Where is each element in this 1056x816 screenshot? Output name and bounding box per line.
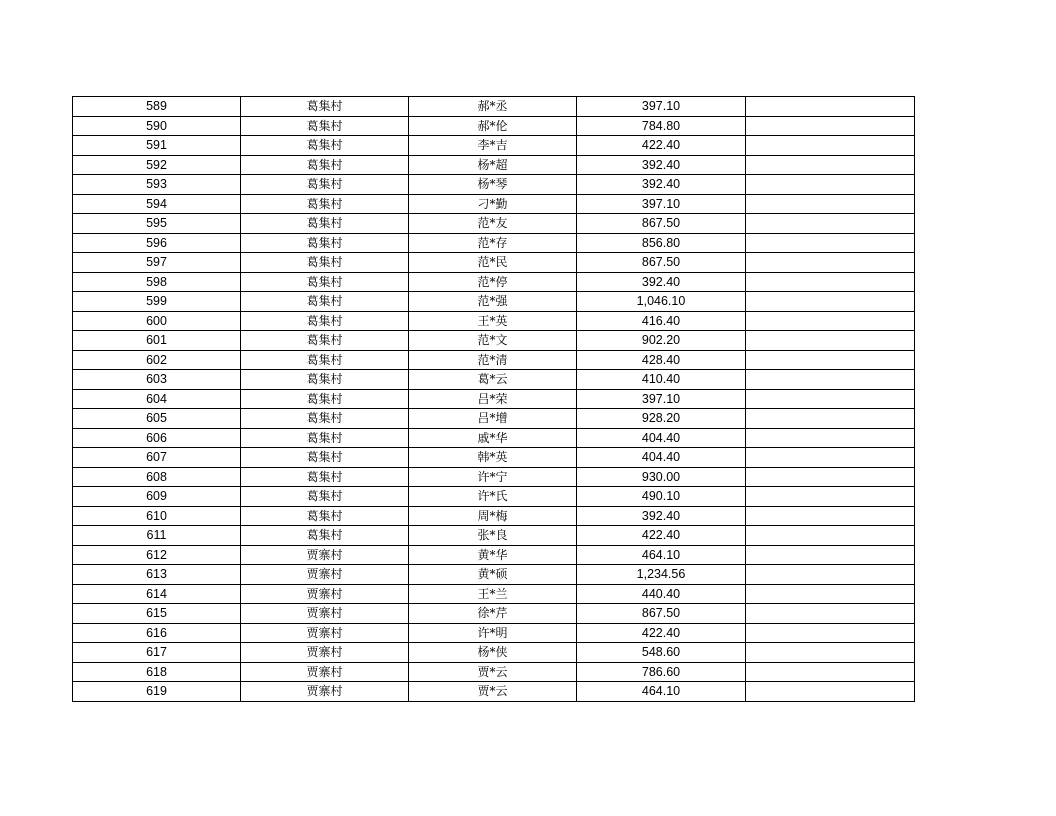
remark-cell — [746, 389, 915, 409]
village-cell: 葛集村 — [241, 311, 409, 331]
village-cell: 贾寨村 — [241, 623, 409, 643]
amount-cell: 404.40 — [577, 428, 746, 448]
table-row — [73, 565, 915, 585]
remark-cell — [746, 409, 915, 429]
person-name-cell: 范*文 — [409, 331, 577, 351]
remark-cell — [746, 175, 915, 195]
village-cell: 贾寨村 — [241, 643, 409, 663]
payment-table — [72, 96, 915, 702]
remark-cell — [746, 155, 915, 175]
amount-cell: 464.10 — [577, 682, 746, 702]
table-row — [73, 487, 915, 507]
table-row — [73, 272, 915, 292]
amount-cell: 404.40 — [577, 448, 746, 468]
table-row — [73, 526, 915, 546]
row-number-cell: 606 — [73, 428, 241, 448]
table-row — [73, 623, 915, 643]
village-cell: 葛集村 — [241, 448, 409, 468]
person-name-cell: 范*民 — [409, 253, 577, 273]
remark-cell — [746, 428, 915, 448]
village-cell: 葛集村 — [241, 389, 409, 409]
table-row — [73, 292, 915, 312]
row-number-cell: 609 — [73, 487, 241, 507]
amount-cell: 428.40 — [577, 350, 746, 370]
village-cell: 葛集村 — [241, 116, 409, 136]
row-number-cell: 617 — [73, 643, 241, 663]
village-cell: 葛集村 — [241, 292, 409, 312]
person-name-cell: 许*明 — [409, 623, 577, 643]
table-row — [73, 311, 915, 331]
village-cell: 贾寨村 — [241, 662, 409, 682]
person-name-cell: 郝*伦 — [409, 116, 577, 136]
remark-cell — [746, 604, 915, 624]
person-name-cell: 杨*超 — [409, 155, 577, 175]
amount-cell: 856.80 — [577, 233, 746, 253]
table-row — [73, 428, 915, 448]
remark-cell — [746, 194, 915, 214]
row-number-cell: 619 — [73, 682, 241, 702]
remark-cell — [746, 662, 915, 682]
village-cell: 葛集村 — [241, 467, 409, 487]
table-row — [73, 97, 915, 117]
row-number-cell: 598 — [73, 272, 241, 292]
remark-cell — [746, 253, 915, 273]
amount-cell: 786.60 — [577, 662, 746, 682]
person-name-cell: 黄*硕 — [409, 565, 577, 585]
person-name-cell: 王*兰 — [409, 584, 577, 604]
table-row — [73, 350, 915, 370]
person-name-cell: 周*梅 — [409, 506, 577, 526]
row-number-cell: 592 — [73, 155, 241, 175]
amount-cell: 392.40 — [577, 506, 746, 526]
village-cell: 葛集村 — [241, 272, 409, 292]
table-row — [73, 370, 915, 390]
amount-cell: 548.60 — [577, 643, 746, 663]
person-name-cell: 杨*侠 — [409, 643, 577, 663]
amount-cell: 464.10 — [577, 545, 746, 565]
table-row — [73, 214, 915, 234]
person-name-cell: 范*强 — [409, 292, 577, 312]
remark-cell — [746, 682, 915, 702]
person-name-cell: 贾*云 — [409, 682, 577, 702]
person-name-cell: 杨*琴 — [409, 175, 577, 195]
village-cell: 贾寨村 — [241, 545, 409, 565]
remark-cell — [746, 311, 915, 331]
row-number-cell: 590 — [73, 116, 241, 136]
person-name-cell: 戚*华 — [409, 428, 577, 448]
row-number-cell: 603 — [73, 370, 241, 390]
amount-cell: 392.40 — [577, 155, 746, 175]
remark-cell — [746, 545, 915, 565]
person-name-cell: 李*吉 — [409, 136, 577, 156]
table-row — [73, 506, 915, 526]
amount-cell: 928.20 — [577, 409, 746, 429]
table-row — [73, 662, 915, 682]
person-name-cell: 范*清 — [409, 350, 577, 370]
remark-cell — [746, 584, 915, 604]
village-cell: 葛集村 — [241, 526, 409, 546]
remark-cell — [746, 292, 915, 312]
village-cell: 葛集村 — [241, 194, 409, 214]
amount-cell: 902.20 — [577, 331, 746, 351]
amount-cell: 397.10 — [577, 194, 746, 214]
table-row — [73, 175, 915, 195]
remark-cell — [746, 97, 915, 117]
village-cell: 葛集村 — [241, 136, 409, 156]
amount-cell: 397.10 — [577, 389, 746, 409]
person-name-cell: 张*良 — [409, 526, 577, 546]
person-name-cell: 徐*芹 — [409, 604, 577, 624]
row-number-cell: 605 — [73, 409, 241, 429]
remark-cell — [746, 350, 915, 370]
amount-cell: 422.40 — [577, 136, 746, 156]
village-cell: 葛集村 — [241, 370, 409, 390]
amount-cell: 490.10 — [577, 487, 746, 507]
row-number-cell: 618 — [73, 662, 241, 682]
table-row — [73, 233, 915, 253]
village-cell: 葛集村 — [241, 253, 409, 273]
remark-cell — [746, 370, 915, 390]
village-cell: 葛集村 — [241, 175, 409, 195]
remark-cell — [746, 136, 915, 156]
amount-cell: 416.40 — [577, 311, 746, 331]
payment-table-body — [73, 97, 915, 702]
table-row — [73, 643, 915, 663]
person-name-cell: 吕*荣 — [409, 389, 577, 409]
amount-cell: 397.10 — [577, 97, 746, 117]
remark-cell — [746, 467, 915, 487]
amount-cell: 1,046.10 — [577, 292, 746, 312]
village-cell: 葛集村 — [241, 506, 409, 526]
table-row — [73, 409, 915, 429]
person-name-cell: 许*宁 — [409, 467, 577, 487]
person-name-cell: 葛*云 — [409, 370, 577, 390]
amount-cell: 784.80 — [577, 116, 746, 136]
person-name-cell: 韩*英 — [409, 448, 577, 468]
remark-cell — [746, 565, 915, 585]
row-number-cell: 594 — [73, 194, 241, 214]
remark-cell — [746, 233, 915, 253]
amount-cell: 930.00 — [577, 467, 746, 487]
row-number-cell: 611 — [73, 526, 241, 546]
amount-cell: 422.40 — [577, 526, 746, 546]
amount-cell: 867.50 — [577, 604, 746, 624]
row-number-cell: 610 — [73, 506, 241, 526]
amount-cell: 392.40 — [577, 175, 746, 195]
remark-cell — [746, 623, 915, 643]
amount-cell: 867.50 — [577, 253, 746, 273]
row-number-cell: 613 — [73, 565, 241, 585]
table-row — [73, 155, 915, 175]
table-row — [73, 136, 915, 156]
village-cell: 贾寨村 — [241, 565, 409, 585]
table-row — [73, 116, 915, 136]
remark-cell — [746, 506, 915, 526]
row-number-cell: 607 — [73, 448, 241, 468]
person-name-cell: 刁*勤 — [409, 194, 577, 214]
table-row — [73, 448, 915, 468]
person-name-cell: 黄*华 — [409, 545, 577, 565]
amount-cell: 410.40 — [577, 370, 746, 390]
row-number-cell: 591 — [73, 136, 241, 156]
person-name-cell: 范*存 — [409, 233, 577, 253]
amount-cell: 392.40 — [577, 272, 746, 292]
remark-cell — [746, 448, 915, 468]
amount-cell: 1,234.56 — [577, 565, 746, 585]
row-number-cell: 612 — [73, 545, 241, 565]
row-number-cell: 595 — [73, 214, 241, 234]
remark-cell — [746, 272, 915, 292]
village-cell: 贾寨村 — [241, 584, 409, 604]
remark-cell — [746, 526, 915, 546]
row-number-cell: 599 — [73, 292, 241, 312]
village-cell: 葛集村 — [241, 97, 409, 117]
row-number-cell: 615 — [73, 604, 241, 624]
row-number-cell: 602 — [73, 350, 241, 370]
person-name-cell: 王*英 — [409, 311, 577, 331]
person-name-cell: 贾*云 — [409, 662, 577, 682]
remark-cell — [746, 214, 915, 234]
village-cell: 葛集村 — [241, 214, 409, 234]
table-row — [73, 331, 915, 351]
village-cell: 贾寨村 — [241, 682, 409, 702]
table-row — [73, 253, 915, 273]
table-row — [73, 545, 915, 565]
row-number-cell: 604 — [73, 389, 241, 409]
village-cell: 葛集村 — [241, 233, 409, 253]
remark-cell — [746, 331, 915, 351]
table-row — [73, 682, 915, 702]
village-cell: 葛集村 — [241, 409, 409, 429]
table-row — [73, 604, 915, 624]
row-number-cell: 616 — [73, 623, 241, 643]
table-row — [73, 584, 915, 604]
table-row — [73, 467, 915, 487]
village-cell: 葛集村 — [241, 155, 409, 175]
remark-cell — [746, 487, 915, 507]
remark-cell — [746, 116, 915, 136]
person-name-cell: 范*停 — [409, 272, 577, 292]
row-number-cell: 593 — [73, 175, 241, 195]
village-cell: 葛集村 — [241, 428, 409, 448]
table-row — [73, 389, 915, 409]
row-number-cell: 601 — [73, 331, 241, 351]
village-cell: 贾寨村 — [241, 604, 409, 624]
row-number-cell: 596 — [73, 233, 241, 253]
village-cell: 葛集村 — [241, 350, 409, 370]
person-name-cell: 许*氏 — [409, 487, 577, 507]
amount-cell: 867.50 — [577, 214, 746, 234]
village-cell: 葛集村 — [241, 331, 409, 351]
remark-cell — [746, 643, 915, 663]
row-number-cell: 589 — [73, 97, 241, 117]
table-row — [73, 194, 915, 214]
amount-cell: 440.40 — [577, 584, 746, 604]
person-name-cell: 郝*丞 — [409, 97, 577, 117]
row-number-cell: 608 — [73, 467, 241, 487]
person-name-cell: 吕*增 — [409, 409, 577, 429]
row-number-cell: 600 — [73, 311, 241, 331]
person-name-cell: 范*友 — [409, 214, 577, 234]
village-cell: 葛集村 — [241, 487, 409, 507]
row-number-cell: 597 — [73, 253, 241, 273]
row-number-cell: 614 — [73, 584, 241, 604]
amount-cell: 422.40 — [577, 623, 746, 643]
